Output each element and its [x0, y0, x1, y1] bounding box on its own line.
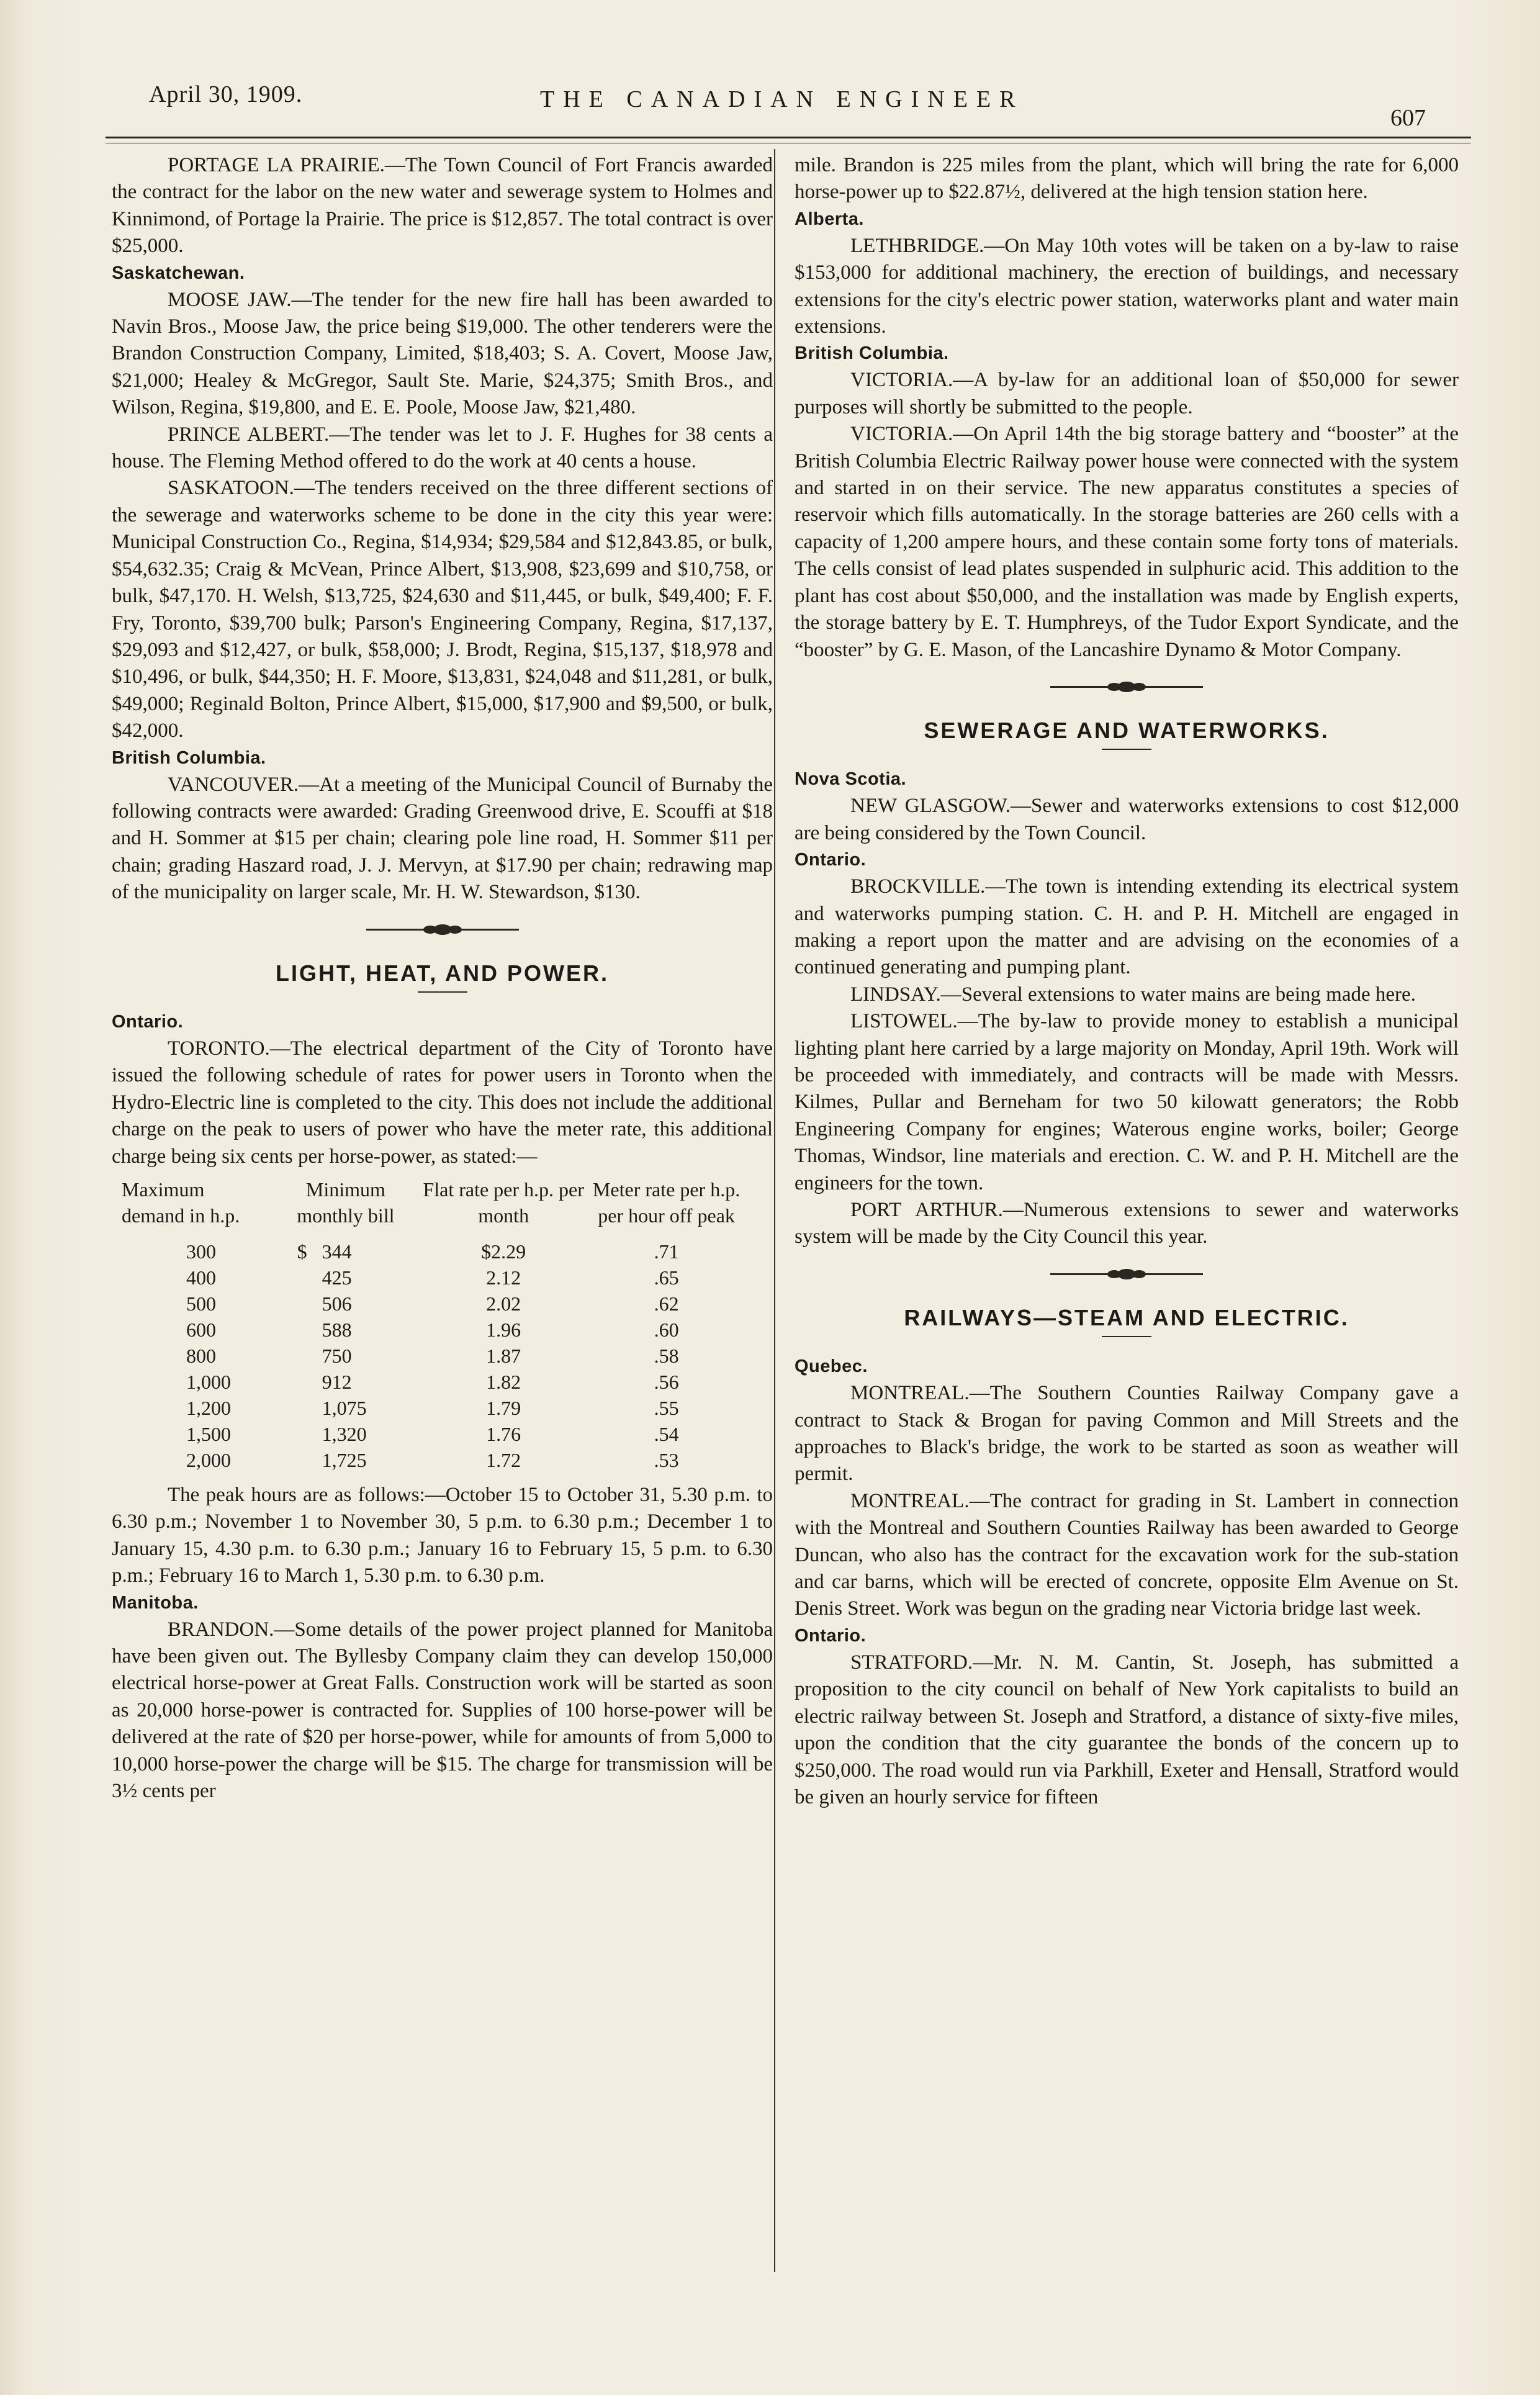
- table-body: [118, 1238, 745, 1473]
- table-cell: [118, 1395, 272, 1421]
- table-cell: [272, 1369, 420, 1395]
- title-rule: [1102, 749, 1151, 750]
- table-cell: [588, 1265, 745, 1291]
- cell-value: 500: [186, 1292, 216, 1315]
- cell-value: 2,000: [186, 1449, 231, 1471]
- table-row: [118, 1317, 745, 1343]
- currency-symbol: $: [297, 1240, 307, 1263]
- table-cell: [419, 1343, 588, 1369]
- right-column: [795, 152, 1459, 1811]
- table-cell: [118, 1447, 272, 1473]
- new-glasgow-paragraph: NEW GLASGOW.—Sewer and waterworks extensions to cost $12,000 are being considered by the Town Council.: [795, 795, 1459, 844]
- cell-value: .56: [654, 1371, 679, 1393]
- table-row: [118, 1238, 745, 1265]
- cell-value: 1,200: [186, 1397, 231, 1419]
- cell-value: $2.29: [481, 1240, 526, 1263]
- table-cell: [272, 1421, 420, 1447]
- cell-value: .71: [654, 1240, 679, 1263]
- saskatoon-paragraph: SASKATOON.—The tenders received on the three different sections of the sewerage and waterworks scheme to be done in the city this year were: Municipal Construction Co., Regina, $14,934; $29,584 and $12,843.85, or bulk, $54,632.35; Craig & McVean, Prince Albert, $13,908, $23,699 and $10,758, or bulk, $47,170. H. Welsh, $13,725, $24,630 and $11,445, or bulk, $49,400; F. F. Fry, Toronto, $39,700 bulk; Parson's Engineering Company, Regina, $17,137, $29,093 and $12,427, or bulk, $58,000; J. Brodt, Regina, $15,137, $18,978 and $10,496, or bulk, $44,350; H. F. Moore, $13,831, $24,048 and $11,281, or bulk, $49,000; Reginald Bolton, Prince Albert, $15,000, $17,900 and $9,500, or bulk, $42,000.: [112, 477, 773, 742]
- lindsay-paragraph: LINDSAY.—Several extensions to water mains are being made here.: [850, 983, 1416, 1006]
- header-rule: [106, 137, 1471, 138]
- cell-value: 600: [186, 1319, 216, 1341]
- cell-value: 506: [322, 1292, 352, 1315]
- column-header: Minimum monthly bill: [297, 1178, 395, 1227]
- issue-date: April 30, 1909.: [149, 81, 303, 107]
- alberta-heading: Alberta.: [795, 209, 864, 229]
- table-cell: [272, 1343, 420, 1369]
- cell-value: .53: [654, 1449, 679, 1471]
- railways-title: RAILWAYS—STEAM AND ELECTRIC.: [904, 1304, 1349, 1330]
- table-cell: [118, 1343, 272, 1369]
- table-cell: [419, 1421, 588, 1447]
- section-ornament: [112, 924, 773, 936]
- cell-value: 1,500: [186, 1423, 231, 1445]
- montreal-paragraph: MONTREAL.—The contract for grading in St. Lambert in connection with the Montreal and Southern Counties Railway has been awarded to George Duncan, who also has the contract for the excavation work for the sub-station and car barns, which will be erected of concrete, opposite Elm Avenue on St. Denis Street. Work was begun on the grading near Victoria bridge last week.: [795, 1489, 1459, 1620]
- peak-hours-paragraph: The peak hours are as follows:—October 15 to October 31, 5.30 p.m. to 6.30 p.m.; November 1 to November 30, 5 p.m. to 6.30 p.m.; December 1 to January 15, 4.30 p.m. to 6.30 p.m.; January 16 to February 15, 5 p.m. to 6.30 p.m.; February 16 to March 1, 5.30 p.m. to 6.30 p.m.: [112, 1484, 773, 1587]
- lethbridge-paragraph: LETHBRIDGE.—On May 10th votes will be taken on a by-law to raise $153,000 for additional machinery, the erection of buildings, and necessary extensions for the city's electric power station, waterworks plant and water main extensions.: [795, 234, 1459, 338]
- cell-value: 425: [322, 1266, 352, 1289]
- table-cell: [118, 1265, 272, 1291]
- column-header: Maximum demand in h.p.: [122, 1178, 240, 1227]
- cell-value: 800: [186, 1345, 216, 1367]
- table-cell: [118, 1317, 272, 1343]
- table-cell: [419, 1447, 588, 1473]
- title-rule: [1102, 1336, 1151, 1337]
- table-cell: [272, 1447, 420, 1473]
- page-number: 607: [1390, 105, 1426, 131]
- toronto-paragraph: TORONTO.—The electrical department of the City of Toronto have issued the following schedule of rates for power users in Toronto when the Hydro-Electric line is completed to the city. This does not include the additional charge on the peak to users of power who have the meter rate, this additional charge being six cents per horse-power, as stated:—: [112, 1037, 773, 1168]
- table-cell: [588, 1291, 745, 1317]
- cell-value: 400: [186, 1266, 216, 1289]
- table-row: [118, 1291, 745, 1317]
- table-row: [118, 1343, 745, 1369]
- table-cell: [588, 1317, 745, 1343]
- table-row: [118, 1395, 745, 1421]
- british-columbia-heading: British Columbia.: [795, 343, 949, 364]
- table-cell: [419, 1317, 588, 1343]
- ontario-heading: Ontario.: [795, 850, 867, 870]
- table-cell: [588, 1343, 745, 1369]
- cell-value: .62: [654, 1292, 679, 1315]
- cell-value: 1,075: [322, 1397, 367, 1419]
- cell-value: 1,000: [186, 1371, 231, 1393]
- listowel-paragraph: LISTOWEL.—The by-law to provide money to establish a municipal lighting plant here carried by a large majority on Monday, April 19th. Work will be proceeded with immediately, and contracts will be made with Messrs. Kilmes, Pullar and Berneham for two 50 kilowatt generators; the Robb Engineering Company for engines; Waterous engine works, boiler; George Thomas, Windsor, line materials and erection. C. W. and P. H. Mitchell are the engineers for the town.: [795, 1010, 1459, 1194]
- table-cell: [419, 1395, 588, 1421]
- cell-value: .58: [654, 1345, 679, 1367]
- brandon-paragraph: BRANDON.—Some details of the power project planned for Manitoba have been given out. The Byllesby Company claim they can develop 150,000 electrical horse-power at Great Falls. Construction work will be started as soon as 20,000 horse-power is contracted for. Supplies of 100 horse-power will be delivered at the rate of $20 per horse-power, while for amounts of from 5,000 to 10,000 horse-power the charge will be $15. The charge for transmission will be 3½ cents per: [112, 1618, 773, 1803]
- brockville-paragraph: BROCKVILLE.—The town is intending extending its electrical system and waterworks pumping station. C. H. and P. H. Mitchell are engaged in making a report upon the matter and are advising on the economies of a continued generating and pumping plant.: [795, 875, 1459, 979]
- british-columbia-heading: British Columbia.: [112, 747, 266, 768]
- cell-value: 2.12: [486, 1266, 521, 1289]
- rate-schedule-table: [118, 1176, 745, 1473]
- cell-value: .60: [654, 1319, 679, 1341]
- cell-value: 1,320: [322, 1423, 367, 1445]
- light-heat-power-title: LIGHT, HEAT, AND POWER.: [276, 960, 609, 986]
- cell-value: 1,725: [322, 1449, 367, 1471]
- table-row: [118, 1265, 745, 1291]
- section-ornament: [795, 1268, 1459, 1281]
- table-cell: [272, 1238, 420, 1265]
- table-row: [118, 1421, 745, 1447]
- table-cell: [118, 1369, 272, 1395]
- table-cell: [118, 1291, 272, 1317]
- saskatchewan-heading: Saskatchewan.: [112, 263, 245, 283]
- cell-value: 1.72: [486, 1449, 521, 1471]
- cell-value: .65: [654, 1266, 679, 1289]
- quebec-heading: Quebec.: [795, 1356, 868, 1377]
- table-cell: [419, 1291, 588, 1317]
- portage-paragraph: PORTAGE LA PRAIRIE.—The Town Council of Fort Francis awarded the contract for the labor on the new water and sewerage system to Holmes and Kinnimond, of Portage la Prairie. The price is $12,857. The total contract is over $25,000.: [112, 154, 773, 258]
- table-cell: [588, 1395, 745, 1421]
- cell-value: 1.82: [486, 1371, 521, 1393]
- prince-albert-paragraph: PRINCE ALBERT.—The tender was let to J. F. Hughes for 38 cents a house. The Fleming Method offered to do the work at 40 cents a house.: [112, 423, 773, 473]
- sewerage-waterworks-title: SEWERAGE AND WATERWORKS.: [924, 717, 1330, 743]
- cell-value: 1.76: [486, 1423, 521, 1445]
- table-cell: [118, 1238, 272, 1265]
- moose-jaw-paragraph: MOOSE JAW.—The tender for the new fire hall has been awarded to Navin Bros., Moose Jaw, the price being $19,000. The other tenderers were the Brandon Construction Company, Limited, $18,403; S. A. Covert, Moose Jaw, $21,000; Healey & McGregor, Sault Ste. Marie, $24,375; Smith Bros., and Wilson, Regina, $19,800, and E. E. Poole, Moose Jaw, $21,480.: [112, 288, 773, 419]
- title-rule: [418, 991, 467, 993]
- journal-title: THE CANADIAN ENGINEER: [540, 86, 1024, 112]
- cell-value: 750: [322, 1345, 352, 1367]
- table-cell: [588, 1238, 745, 1265]
- victoria-paragraph: VICTORIA.—A by-law for an additional loan of $50,000 for sewer purposes will shortly be submitted to the people.: [795, 369, 1459, 418]
- column-divider: [774, 149, 775, 2272]
- section-ornament: [795, 681, 1459, 693]
- manitoba-heading: Manitoba.: [112, 1592, 199, 1613]
- table-cell: [588, 1421, 745, 1447]
- table-cell: [419, 1369, 588, 1395]
- cell-value: 588: [322, 1319, 352, 1341]
- cell-value: 2.02: [486, 1292, 521, 1315]
- table-row: [118, 1369, 745, 1395]
- table-cell: [272, 1317, 420, 1343]
- table-cell: [272, 1291, 420, 1317]
- victoria-paragraph: VICTORIA.—On April 14th the big storage battery and “booster” at the British Columbia Electric Railway power house were connected with the system and started in on their service. The new apparatus constitutes a species of reservoir which fills automatically. In the storage batteries are 260 cells with a capacity of 1,200 ampere hours, and these contain some forty tons of materials. The cells consist of lead plates suspended in sulphuric acid. This addition to the plant has cost about $50,000, and the installation was made by English experts, the storage battery by E. T. Humphreys, of the Tudor Export Syndicate, and the “booster” by G. E. Mason, of the Lancashire Dynamo & Motor Company.: [795, 423, 1459, 661]
- left-column: [112, 152, 773, 1805]
- cell-value: 1.87: [486, 1345, 521, 1367]
- table-cell: [588, 1369, 745, 1395]
- cell-value: 344: [322, 1240, 352, 1263]
- cell-value: 912: [322, 1371, 352, 1393]
- cell-value: 1.96: [486, 1319, 521, 1341]
- cell-value: .54: [654, 1423, 679, 1445]
- brandon-continued-paragraph: mile. Brandon is 225 miles from the plant, which will bring the rate for 6,000 horse-power up to $22.87½, delivered at the high tension station here.: [795, 154, 1459, 204]
- page-header: [106, 74, 1471, 130]
- column-header: Meter rate per h.p. per hour off peak: [592, 1178, 741, 1227]
- cell-value: .55: [654, 1397, 679, 1419]
- port-arthur-paragraph: PORT ARTHUR.—Numerous extensions to sewer and waterworks system will be made by the City Council this year.: [795, 1199, 1459, 1248]
- table-cell: [419, 1265, 588, 1291]
- cell-value: 300: [186, 1240, 216, 1263]
- cell-value: 1.79: [486, 1397, 521, 1419]
- table-cell: [272, 1395, 420, 1421]
- montreal-paragraph: MONTREAL.—The Southern Counties Railway Company gave a contract to Stack & Brogan for paving Common and Mill Streets and the approaches to Black's bridge, the work to be started as soon as weather will permit.: [795, 1382, 1459, 1486]
- stratford-paragraph: STRATFORD.—Mr. N. M. Cantin, St. Joseph, has submitted a proposition to the city council on behalf of New York capitalists to build an electric railway between St. Joseph and Stratford, a distance of sixty-five miles, upon the condition that the city guarantee the bonds of the concern up to $250,000. The road would run via Parkhill, Exeter and Hensall, Stratford would be given an hourly service for fifteen: [795, 1651, 1459, 1808]
- nova-scotia-heading: Nova Scotia.: [795, 769, 907, 790]
- table-cell: [272, 1265, 420, 1291]
- column-header: Flat rate per h.p. per month: [423, 1178, 584, 1227]
- table-row: [118, 1447, 745, 1473]
- ontario-heading: Ontario.: [795, 1625, 867, 1646]
- ontario-heading: Ontario.: [112, 1011, 184, 1032]
- vancouver-paragraph: VANCOUVER.—At a meeting of the Municipal Council of Burnaby the following contracts were awarded: Grading Greenwood drive, E. Scouffi at $18 and H. Sommer at $15 per chain; clearing pole line road, H. Sommer $11 per chain; grading Haszard road, J. J. Mervyn, at $17.90 per chain; redrawing map of the municipality on larger scale, Mr. H. W. Stewardson, $130.: [112, 773, 773, 904]
- table-header-row: [118, 1176, 745, 1238]
- table-cell: [118, 1421, 272, 1447]
- table-cell: [419, 1238, 588, 1265]
- table-cell: [588, 1447, 745, 1473]
